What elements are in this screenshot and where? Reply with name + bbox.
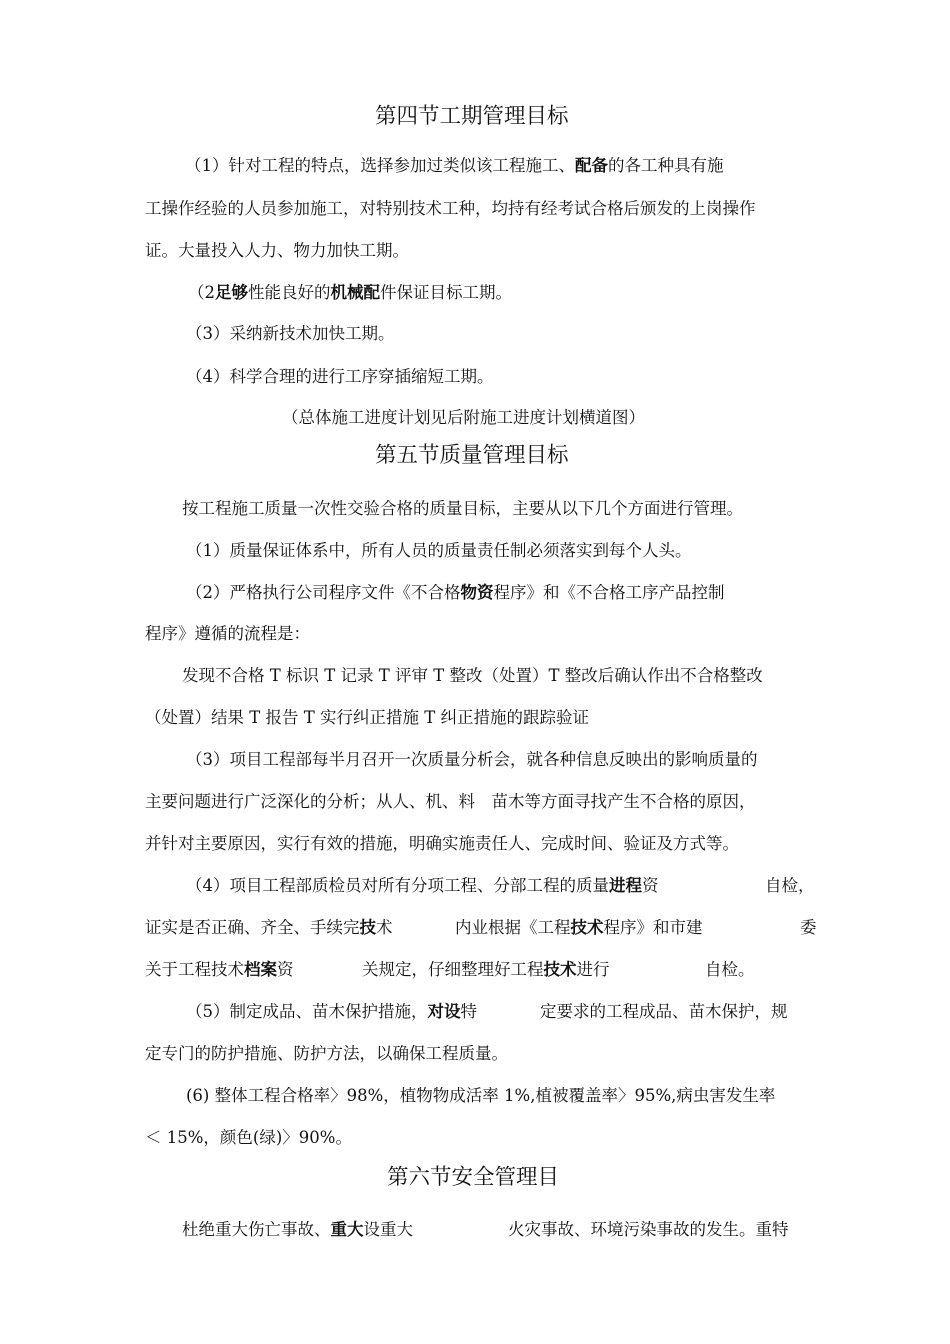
s5-item2-line1-b: 物资 [460, 583, 494, 602]
s4-p1-line1-a: （1）针对工程的特点，选择参加过类似该工程施工、 [185, 156, 575, 175]
s5-item4-line3-e: 技术 [543, 960, 577, 979]
s5-item4-line3-left [145, 959, 294, 981]
s4-p2-a: （2 [188, 283, 215, 302]
s5-item4-line2-d: 内业根据《工程 [455, 918, 571, 937]
s5-item4-line3-a: 关于工程技术 [145, 960, 244, 979]
s4-p1-line2: 工操作经验的人员参加施工，对特别技术工种，均持有经考试合格后颁发的上岗操作 [145, 199, 756, 218]
s5-item4-line1-a: （4）项目工程部质检员对所有分项工程、分部工程的质量 [186, 876, 609, 895]
section-5-title: 第五节质量管理目标 [375, 443, 569, 468]
s5-item2-line1-c: 程序》和《不合格工序产品控制 [493, 583, 725, 602]
s5-intro: 按工程施工质量一次性交验合格的质量目标，主要从以下几个方面进行管理。 [182, 499, 743, 518]
s5-item5-line1-b: 对设 [427, 1002, 461, 1021]
s5-item5-line1-a: （5）制定成品、苗木保护措施， [186, 1002, 428, 1021]
s4-p1-line1 [185, 155, 724, 177]
s5-item6-line1: (6) 整体工程合格率〉98%，植物物成活率 1%,植被覆盖率〉95%,病虫害发生率 [186, 1086, 776, 1105]
s5-item4-line2-b: 技 [359, 918, 376, 937]
s5-item4-line3-b: 档案 [244, 960, 277, 979]
s5-item4-line2-mid [455, 917, 703, 939]
s5-item4-line3-mid [362, 959, 610, 981]
s4-schedule-note: （总体施工进度计划见后附施工进度计划横道图） [282, 408, 645, 427]
s5-item6-line2: ＜ 15%，颜色(绿)〉90%。 [145, 1128, 352, 1147]
s4-p2-d: 机械配 [330, 283, 380, 302]
s6-line1-d: 重大 [380, 1220, 413, 1239]
s4-p2-c: 性能良好的 [248, 283, 331, 302]
s4-p2-e: 件保证目标工期。 [380, 283, 512, 302]
s4-p2-line [188, 282, 512, 304]
s5-item4-line2-a: 证实是否正确、齐全、手续完 [145, 918, 360, 937]
s5-item4-line2-left [145, 917, 393, 939]
s4-p2-b: 足够 [215, 283, 248, 302]
s5-item2-line1-a: （2）严格执行公司程序文件《不合格 [186, 583, 461, 602]
s5-flow-line2: （处置）结果 T 报告 T 实行纠正措施 T 纠正措施的跟踪验证 [145, 708, 589, 727]
s5-item4-line1-tail: 自检， [765, 876, 815, 895]
s5-item3-line2: 主要问题进行广泛深化的分析；从人、机、料 苗木等方面寻找产生不合格的原因， [145, 792, 756, 811]
s5-item4-line1 [186, 875, 659, 897]
s4-p3-line: （3）采纳新技术加快工期。 [186, 324, 395, 343]
s5-item4-line1-b: 进程 [609, 876, 642, 895]
s4-p1-line1-c: 的各工种具有施 [608, 156, 724, 175]
s5-item2-line2: 程序》遵循的流程是： [145, 624, 310, 643]
section-4-title: 第四节工期管理目标 [375, 104, 569, 129]
s6-line1-tail: 火灾事故、环境污染事故的发生。重特 [508, 1220, 789, 1239]
s5-item3-line1: （3）项目工程部每半月召开一次质量分析会，就各种信息反映出的影响质量的 [186, 750, 758, 769]
s5-item5-line1-c: 特 [460, 1002, 477, 1021]
s6-line1-b: 重大 [330, 1220, 364, 1239]
s5-item5-line2: 定专门的防护措施、防护方法，以确保工程质量。 [145, 1044, 508, 1063]
s5-item4-line2-e: 技术 [570, 918, 604, 937]
s5-item4-line2-tail: 委 [800, 918, 817, 937]
s5-item4-line2-c: 术 [376, 918, 393, 937]
s4-p1-line1-b: 配备 [575, 156, 608, 175]
s5-item4-line3-c: 资 [277, 960, 294, 979]
s6-line1-left [182, 1219, 413, 1241]
s5-item2-line1 [186, 582, 725, 604]
s5-item3-line3: 并针对主要原因，实行有效的措施，明确实施责任人、完成时间、验证及方式等。 [145, 834, 739, 853]
s5-item1: （1）质量保证体系中，所有人员的质量责任制必须落实到每个人头。 [186, 541, 692, 560]
s5-flow-line1: 发现不合格 T 标识 T 记录 T 评审 T 整改（处置）T 整改后确认作出不合格整改 [182, 666, 763, 685]
s5-item4-line3-f: 进行 [576, 960, 610, 979]
s5-item5-line1-tail: 定要求的工程成品、苗木保护，规 [540, 1002, 788, 1021]
s5-item4-line3-d: 关规定，仔细整理好工程 [362, 960, 544, 979]
s4-p1-line3: 证。大量投入人力、物力加快工期。 [145, 241, 409, 260]
s5-item5-line1-left [186, 1001, 477, 1023]
s5-item4-line2-f: 程序》和市建 [603, 918, 703, 937]
s6-line1-c: 设 [363, 1220, 380, 1239]
s5-item4-line3-tail: 自检。 [705, 960, 755, 979]
s5-item4-line1-c: 资 [642, 876, 659, 895]
s4-p4-line: （4）科学合理的进行工序穿插缩短工期。 [186, 367, 494, 386]
s6-line1-a: 杜绝重大伤亡事故、 [182, 1220, 331, 1239]
section-6-title: 第六节安全管理目 [387, 1165, 560, 1190]
